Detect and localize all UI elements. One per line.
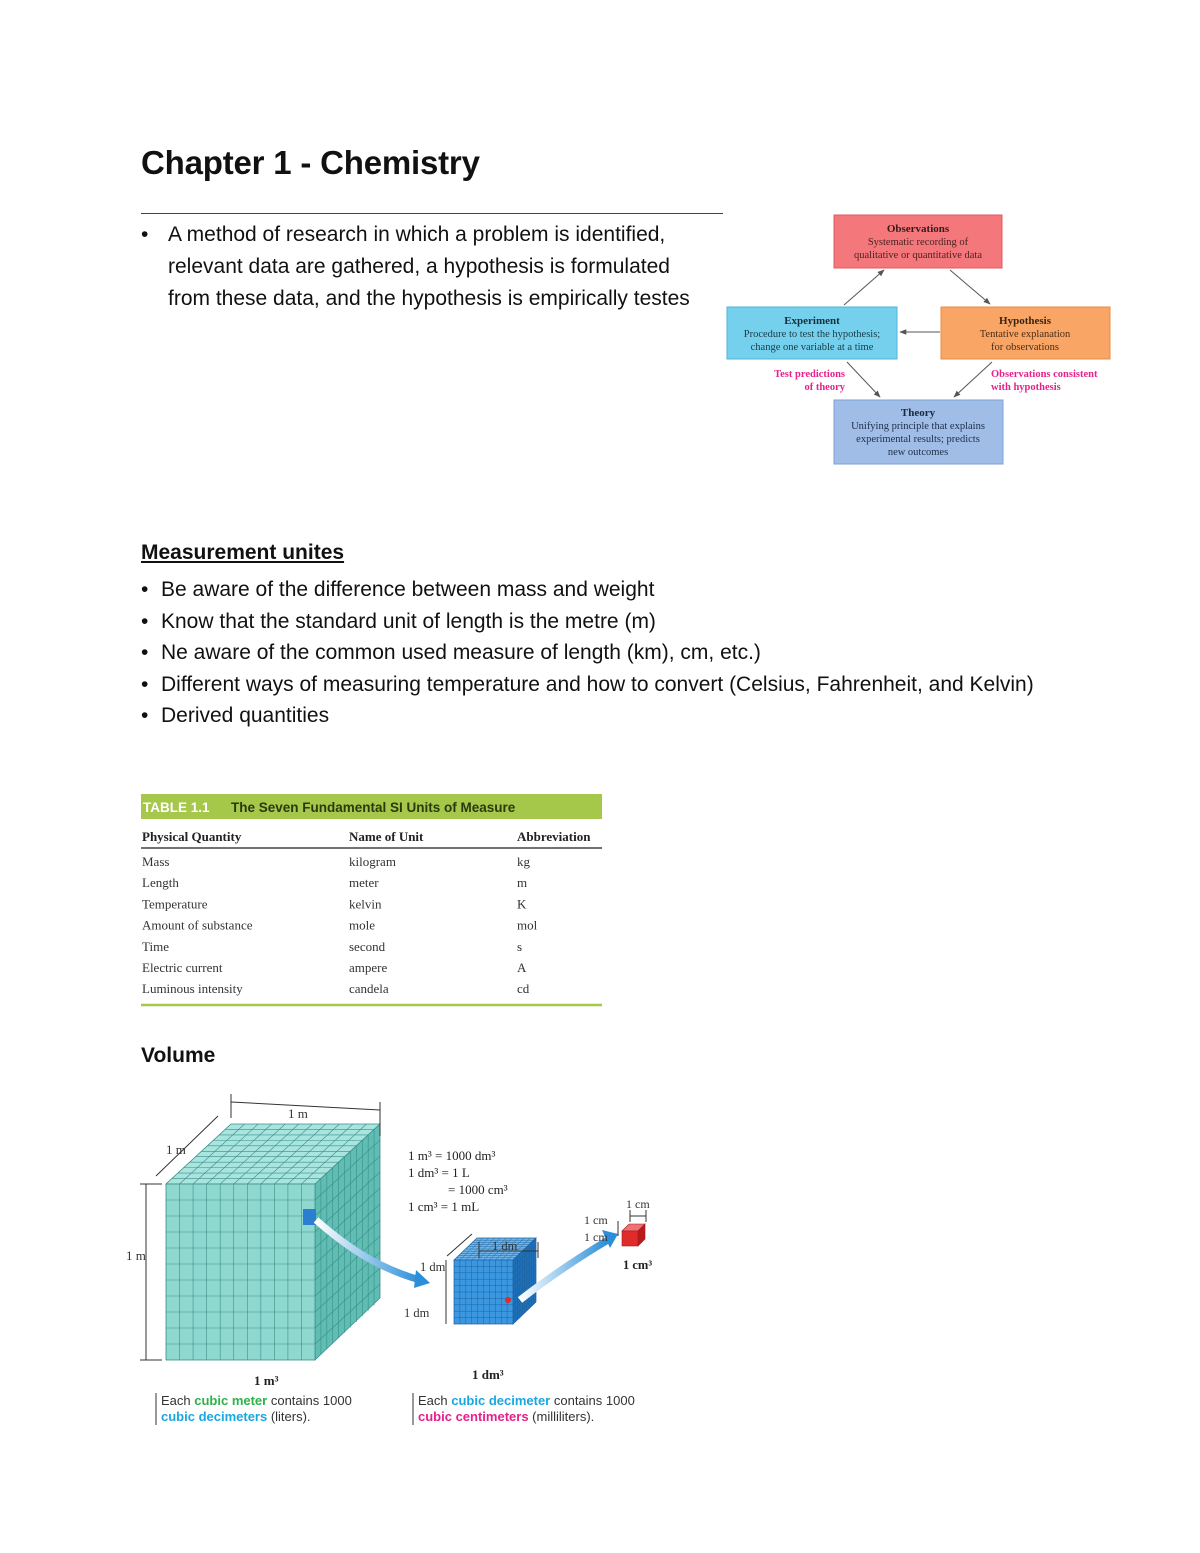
- svg-text:new outcomes: new outcomes: [887, 447, 949, 458]
- table-cell: Temperature: [142, 896, 208, 912]
- table-cell: mole: [349, 917, 375, 933]
- scientific-method-diagram: [722, 212, 1114, 470]
- page-title: Chapter 1 - Chemistry: [141, 144, 480, 181]
- label-observations-consistent-2: with hypothesis: [991, 382, 1061, 393]
- table-cell: Time: [142, 938, 169, 954]
- title-divider: [141, 213, 723, 214]
- measurement-list: [141, 574, 1061, 732]
- table-cell: kelvin: [349, 896, 382, 912]
- big-cube-depth-edge: 1 m: [166, 1142, 186, 1157]
- table-title: The Seven Fundamental SI Units of Measure: [231, 800, 516, 815]
- table-cell: A: [517, 960, 527, 975]
- highlighted-centimeter: [505, 1297, 511, 1303]
- hypothesis-box: [941, 307, 1110, 359]
- table-cell: kg: [517, 854, 530, 869]
- svg-text:Experiment: Experiment: [784, 315, 840, 327]
- small-cube-label: 1 cm³: [623, 1258, 653, 1272]
- svg-text:Systematic recording of: Systematic recording of: [867, 237, 969, 248]
- table-cell: Amount of substance: [142, 917, 253, 933]
- svg-text:Tentative explanation: Tentative explanation: [979, 329, 1071, 340]
- table-cell: m: [517, 875, 528, 891]
- table-cell: Length: [142, 875, 179, 891]
- table-cell: second: [349, 938, 386, 954]
- volume-figure: [118, 1088, 678, 1433]
- caption-cubic-meter: Each cubic meter contains 1000: [161, 1393, 352, 1408]
- mid-cube-side-edge: 1 dm: [404, 1306, 430, 1320]
- svg-text:Theory: Theory: [900, 407, 936, 419]
- measurement-item: • Ne aware of the common used measure of length (km), cm, etc.): [141, 637, 1061, 669]
- svg-text:= 1000 cm³: = 1000 cm³: [448, 1182, 508, 1197]
- svg-text:Observations: Observations: [886, 223, 950, 235]
- svg-text:1 dm³ = 1 L: 1 dm³ = 1 L: [408, 1165, 470, 1180]
- column-header: Name of Unit: [349, 829, 424, 844]
- mid-cube-top-edge: 1 dm: [492, 1239, 518, 1253]
- small-cube-depth-edge: 1 cm: [584, 1213, 608, 1227]
- cubic-centimeter-cube: [622, 1224, 645, 1246]
- table-cell: K: [517, 896, 527, 912]
- volume-heading: Volume: [141, 1044, 216, 1067]
- label-test-predictions: Test predictions: [774, 369, 845, 380]
- svg-text:qualitative or quantitative da: qualitative or quantitative data: [854, 250, 982, 261]
- label-observations-consistent: Observations consistent: [991, 369, 1098, 380]
- small-cube-side-edge: 1 cm: [584, 1230, 608, 1244]
- table-cell: meter: [349, 875, 379, 891]
- table-number: TABLE 1.1: [143, 800, 210, 815]
- table-cell: Luminous intensity: [142, 981, 243, 997]
- experiment-box: [727, 307, 897, 359]
- measurement-heading: Measurement unites: [141, 541, 345, 564]
- svg-text:for observations: for observations: [991, 342, 1059, 353]
- si-units-table: [141, 794, 603, 1010]
- caption-cubic-meter-2: cubic decimeters (liters).: [161, 1409, 311, 1424]
- table-cell: ampere: [349, 960, 388, 975]
- measurement-item: • Be aware of the difference between mass and weight: [141, 574, 1061, 606]
- svg-text:Procedure to test the hypothes: Procedure to test the hypothesis;: [743, 329, 881, 340]
- equations: [408, 1148, 508, 1214]
- intro-list: [141, 219, 701, 315]
- column-header: Physical Quantity: [142, 829, 242, 844]
- observations-box: [834, 215, 1002, 268]
- svg-text:1 cm³ = 1 mL: 1 cm³ = 1 mL: [408, 1199, 480, 1214]
- column-header: Abbreviation: [517, 829, 591, 844]
- mid-cube-label: 1 dm³: [472, 1367, 504, 1382]
- caption-cubic-decimeter: Each cubic decimeter contains 1000: [418, 1393, 635, 1408]
- svg-text:1 m³ = 1000 dm³: 1 m³ = 1000 dm³: [408, 1148, 496, 1163]
- svg-text:Hypothesis: Hypothesis: [999, 315, 1051, 327]
- table-cell: Electric current: [142, 960, 223, 975]
- measurement-item: • Different ways of measuring temperature and how to convert (Celsius, Fahrenheit, and Kelvin): [141, 669, 1061, 701]
- intro-item: • A method of research in which a problem is identified, relevant data are gathered, a hypothesis is formulated from these data, and the hypothesis is empirically testes: [141, 219, 701, 315]
- svg-text:change one variable at a time: change one variable at a time: [750, 342, 874, 353]
- table-cell: s: [517, 938, 523, 954]
- table-cell: mol: [517, 917, 538, 933]
- theory-box: [834, 400, 1003, 464]
- label-test-predictions-2: of theory: [804, 382, 845, 393]
- big-cube-label: 1 m³: [254, 1373, 279, 1388]
- big-cube-side-edge: 1 m: [126, 1248, 146, 1263]
- caption-cubic-decimeter-2: cubic centimeters (milliliters).: [418, 1409, 595, 1424]
- measurement-item: • Derived quantities: [141, 700, 1061, 732]
- table-body: [142, 854, 538, 996]
- mid-cube-depth-edge: 1 dm: [420, 1260, 446, 1274]
- small-cube-top-edge: 1 cm: [626, 1197, 650, 1211]
- table-cell: candela: [349, 981, 389, 997]
- measurement-item: • Know that the standard unit of length is the metre (m): [141, 606, 1061, 638]
- svg-text:Unifying principle that explai: Unifying principle that explains: [851, 421, 985, 432]
- svg-text:experimental results; predicts: experimental results; predicts: [856, 434, 980, 445]
- table-cell: kilogram: [349, 854, 396, 869]
- table-cell: Mass: [142, 854, 170, 869]
- table-cell: cd: [517, 981, 530, 997]
- big-cube-top-edge: 1 m: [288, 1106, 308, 1121]
